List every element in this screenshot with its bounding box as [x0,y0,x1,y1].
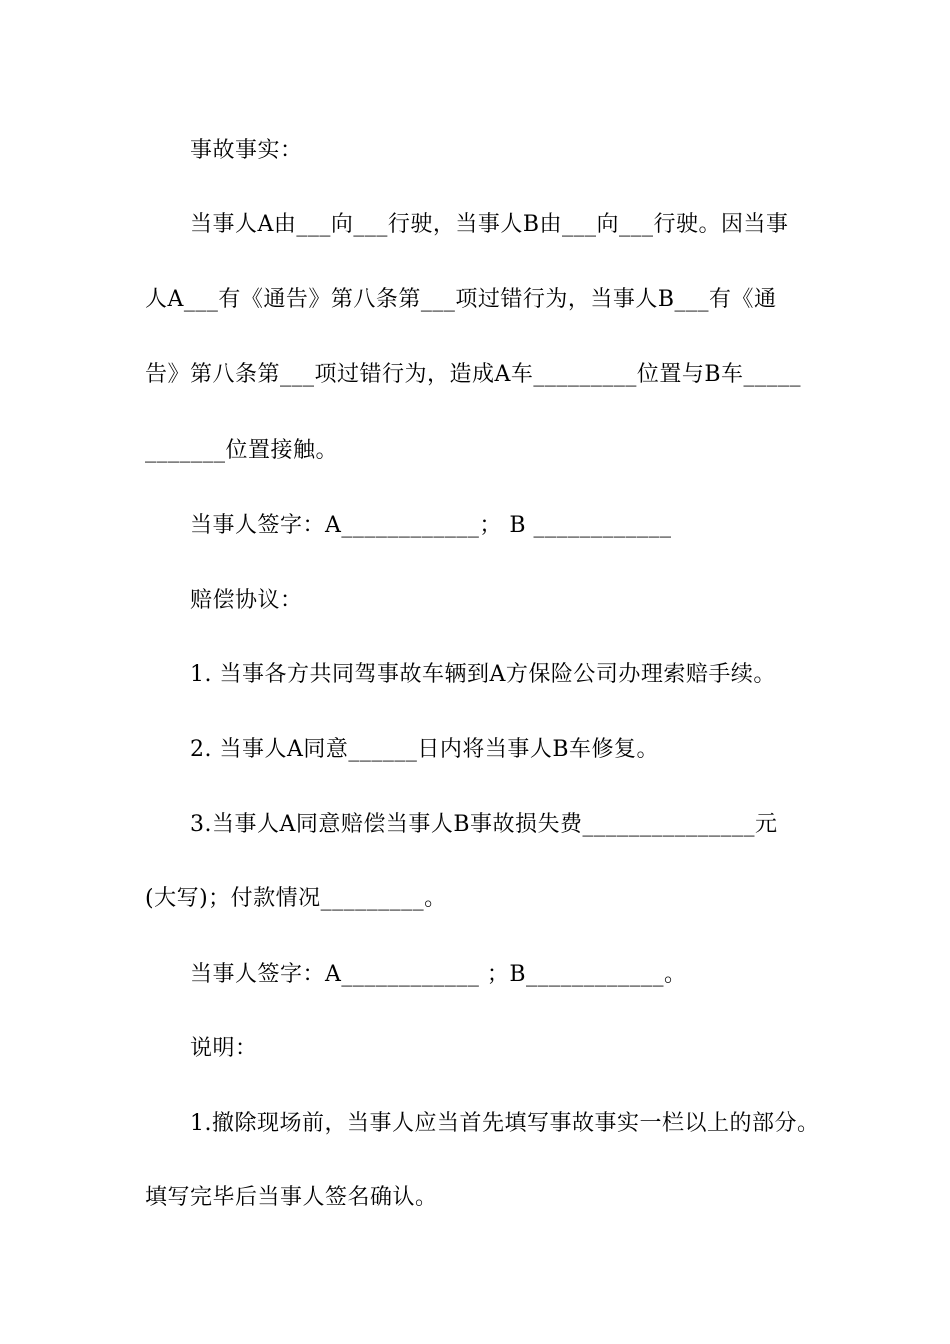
notes-item-1-line-2: 填写完毕后当事人签名确认。 [145,1185,438,1210]
facts-paragraph-line-3: 告》第八条第___项过错行为，造成A车_________位置与B车_____ [145,362,802,387]
notes-heading: 说明： [190,1036,258,1061]
compensation-item-1: 1. 当事各方共同驾事故车辆到A方保险公司办理索赔手续。 [190,662,776,687]
compensation-item-3-line-1: 3.当事人A同意赔偿当事人B事故损失费_______________元 [190,812,778,837]
facts-signature-line: 当事人签字：A____________； B ____________ [190,513,672,538]
notes-item-1-line-1: 1.撤除现场前，当事人应当首先填写事故事实一栏以上的部分。 [190,1111,820,1136]
facts-paragraph-line-1: 当事人A由___向___行驶，当事人B由___向___行驶。因当事 [190,212,789,237]
facts-paragraph-line-4: _______位置接触。 [145,438,339,463]
facts-heading: 事故事实： [190,138,303,163]
compensation-item-2: 2. 当事人A同意______日内将当事人B车修复。 [190,737,660,762]
compensation-signature-line: 当事人签字：A____________ ；B____________。 [190,962,687,987]
compensation-item-3-line-2: (大写)；付款情况_________。 [145,886,447,911]
compensation-heading: 赔偿协议： [190,588,303,613]
facts-paragraph-line-2: 人A___有《通告》第八条第___项过错行为，当事人B___有《通 [145,287,777,312]
